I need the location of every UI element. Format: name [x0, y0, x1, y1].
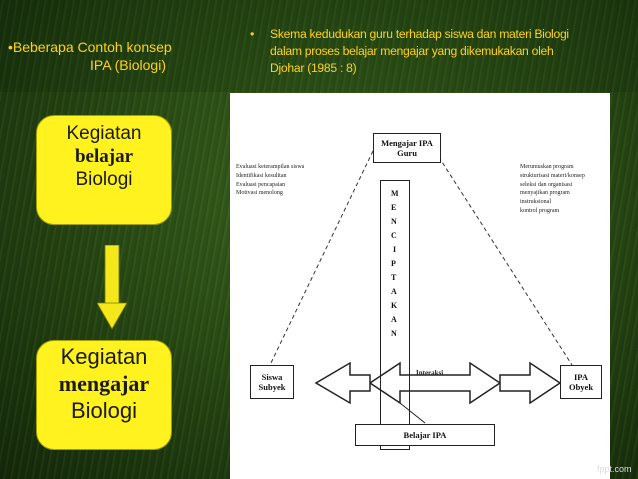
- vertical-letter: M: [391, 189, 399, 198]
- down-arrow-icon: [97, 245, 127, 330]
- box-kegiatan-belajar: [36, 115, 172, 225]
- description-bullet: [250, 26, 586, 77]
- box-ipa-obyek: [560, 365, 602, 399]
- list-item: Evaluasi pencapaian: [236, 181, 286, 188]
- box-siswa-subyek: [250, 365, 294, 399]
- vertical-letter: K: [391, 301, 398, 310]
- list-item: kontrol program: [520, 207, 560, 214]
- left-box-line-2: Subyek: [258, 382, 286, 392]
- list-item: Identifikasi kesulitan: [236, 172, 287, 179]
- box-belajar-line-1: Kegiatan: [66, 123, 142, 144]
- list-item: instruksional: [520, 199, 551, 206]
- top-box-line-2: Guru: [397, 148, 417, 158]
- vertical-letter: C: [391, 231, 397, 240]
- bullet-text: Skema kedudukan guru terhadap siswa dan materi Biologi dalam proses belajar mengajar yang dikemukakan oleh Djohar (1985 : 8): [270, 27, 569, 75]
- box-kegiatan-mengajar: [36, 340, 172, 450]
- bullet-dot: •: [250, 27, 254, 41]
- box-belajar-line-2: belajar: [74, 146, 134, 167]
- box-belajar-line-3: Biologi: [75, 169, 133, 190]
- right-box-line-2: Obyek: [568, 382, 594, 392]
- list-item: menyajikan program: [520, 190, 570, 197]
- menciptakan-bar: [380, 180, 410, 450]
- box-mengajar-line-2: mengajar: [58, 371, 150, 396]
- list-item: Motivasi menolong: [236, 190, 283, 197]
- vertical-letter: N: [391, 329, 397, 338]
- vertical-letter: A: [391, 287, 397, 296]
- box-mengajar-ipa-guru: [373, 133, 441, 163]
- scheme-diagram: [230, 93, 610, 479]
- vertical-letter: I: [393, 245, 397, 254]
- list-item: strukturisasi materi/konsep: [520, 172, 585, 179]
- vertical-letter: N: [391, 217, 397, 226]
- list-item: Merumuskan program: [520, 164, 574, 170]
- box-mengajar-line-1: Kegiatan: [60, 344, 148, 369]
- top-box-line-1: Mengajar IPA: [381, 138, 433, 148]
- title-line-2: IPA (Biologi): [90, 57, 166, 73]
- interaction-label: Interaksi: [416, 369, 444, 377]
- list-item: Evaluasi keterampilan siswa: [236, 164, 305, 170]
- slide-title: [8, 38, 218, 74]
- box-mengajar-line-3: Biologi: [70, 398, 138, 423]
- bottom-box-label: Belajar IPA: [403, 430, 447, 440]
- vertical-letter: A: [391, 315, 397, 324]
- logo: fppt.com: [597, 464, 632, 474]
- right-list: [520, 163, 608, 216]
- left-box-line-1: Siswa: [261, 372, 283, 382]
- left-list: [236, 163, 356, 198]
- title-line-1: •Beberapa Contoh konsep: [8, 39, 172, 55]
- box-belajar-ipa: [355, 424, 495, 446]
- right-box-line-1: IPA: [573, 372, 588, 382]
- vertical-letter: P: [391, 259, 396, 268]
- list-item: seleksi dan organisasi: [520, 181, 573, 188]
- vertical-letter: T: [391, 273, 397, 282]
- vertical-letter: E: [391, 203, 397, 212]
